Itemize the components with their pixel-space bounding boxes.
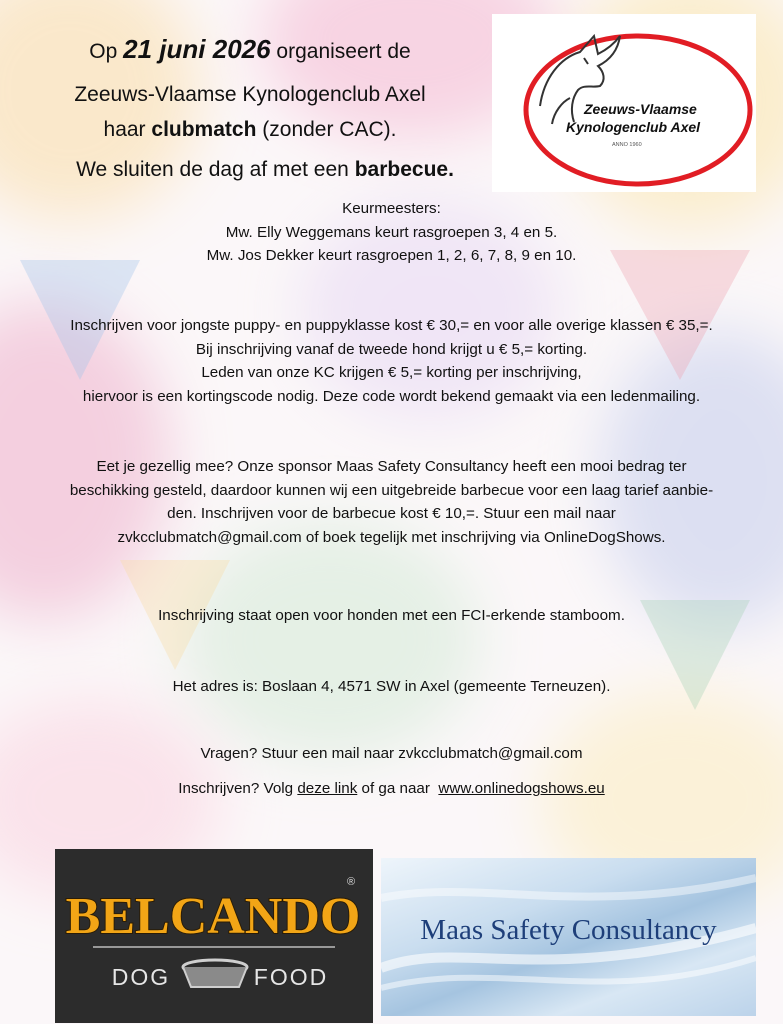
judge-line: Mw. Elly Weggemans keurt rasgroepen 3, 4 en 5.	[225, 223, 558, 241]
pricing-line: Inschrijven voor jongste puppy- en puppyklasse kost € 30,= en voor alle overige klassen € 35,=.	[70, 317, 713, 334]
barbecue-text-line: zvkcclubmatch@gmail.com of boek tegelijk met inschrijving via OnlineDogShows.	[117, 528, 666, 546]
pricing-line: hiervoor is een kortingscode nodig. Deze code wordt bekend gemaakt via een ledenmailing.	[82, 387, 701, 405]
club-name: Zeeuws-Vlaamse Kynologenclub Axel	[74, 83, 426, 106]
judge-line: Mw. Jos Dekker keurt rasgroepen 1, 2, 6, 7, 8, 9 en 10.	[206, 247, 577, 264]
address-text: Het adres is: Boslaan 4, 4571 SW in Axel (gemeente Terneuzen).	[172, 678, 611, 695]
barbecue-text-line: den. Inschrijven voor de barbecue kost € 10,=. Stuur een mail naar	[167, 505, 616, 522]
barbecue-text-line: beschikking gesteld, daardoor kunnen wij een uitgebreide barbecue voor een laag tarief aanbie-	[69, 481, 714, 499]
belcando-dog: DOG	[111, 964, 171, 990]
judges-title: Keurmeesters:	[342, 200, 441, 217]
barbecue-word: barbecue.	[354, 158, 454, 181]
event-type-line: haar clubmatch (zonder CAC).	[103, 118, 397, 141]
belcando-wordmark: BELCANDO	[65, 888, 361, 945]
barbecue-text-line: Eet je gezellig mee? Onze sponsor Maas Safety Consultancy heeft een mooi bedrag ter	[96, 458, 687, 475]
pricing-line: Bij inschrijving vanaf de tweede hond krijgt u € 5,= korting.	[195, 340, 588, 358]
logo-anno: ANNO 1960	[612, 142, 642, 148]
pricing-line: Leden van onze KC krijgen € 5,= korting per inschrijving,	[201, 364, 582, 381]
intro-line-date: Op 21 juni 2026 organiseert de	[89, 34, 411, 64]
maas-safety-logo	[381, 858, 756, 1016]
register-link[interactable]: deze link	[297, 780, 358, 797]
barbecue-section	[20, 455, 763, 549]
eligibility-text: Inschrijving staat open voor honden met een FCI-erkende stamboom.	[158, 607, 625, 624]
judges-section	[20, 197, 763, 268]
belcando-food: FOOD	[253, 964, 329, 990]
event-date: 21 juni 2026	[123, 34, 271, 64]
register-line: Inschrijven? Volg deze link of ga naar www.onlinedogshows.eu	[178, 780, 605, 797]
belcando-logo	[55, 849, 373, 1023]
onlinedogshows-link[interactable]: www.onlinedogshows.eu	[438, 780, 605, 797]
pricing-section	[20, 314, 763, 408]
club-logo	[492, 14, 756, 192]
questions-text: Vragen? Stuur een mail naar zvkcclubmatch@gmail.com	[200, 745, 583, 762]
maas-wordmark: Maas Safety Consultancy	[420, 914, 717, 946]
barbecue-line: We sluiten de dag af met een barbecue.	[76, 158, 454, 181]
event-type: clubmatch	[151, 118, 257, 141]
logo-line1: Zeeuws-Vlaamse	[584, 101, 697, 117]
registered-mark: ®	[347, 876, 356, 888]
logo-line2: Kynologenclub Axel	[566, 119, 701, 135]
